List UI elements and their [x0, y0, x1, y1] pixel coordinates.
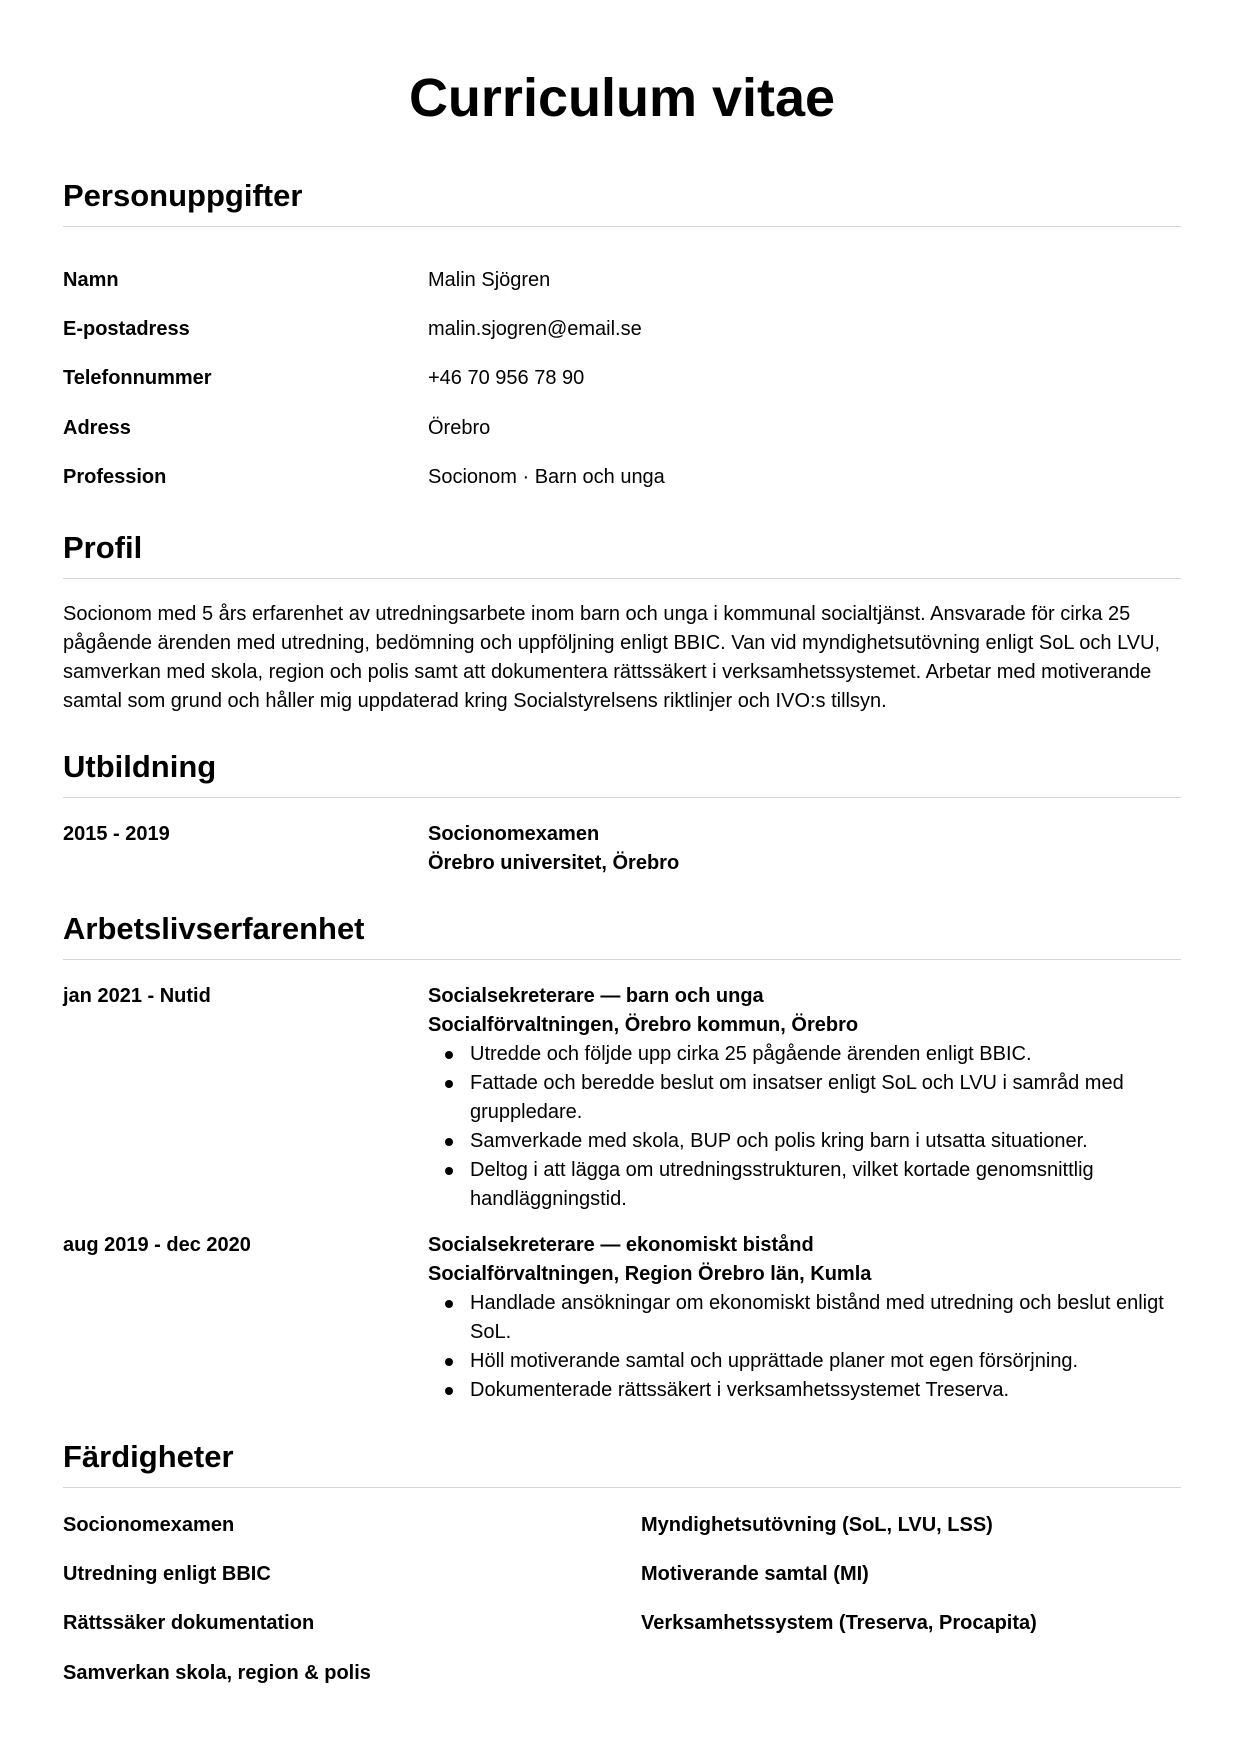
field-value: Socionom · Barn och unga — [428, 466, 665, 488]
section-divider — [63, 959, 1181, 960]
bullet-icon — [445, 1051, 453, 1059]
field-label: Profession — [63, 466, 167, 488]
section-profile — [63, 526, 1181, 579]
bullet-item — [428, 1069, 1181, 1127]
bullet-icon — [445, 1358, 453, 1366]
bullet-text: Höll motiverande samtal och upprättade planer mot egen försörjning. — [470, 1350, 1079, 1372]
section-divider — [63, 226, 1181, 227]
entry-title: Socionomexamen — [428, 823, 600, 845]
section-heading-education: Utbildning — [63, 749, 217, 784]
entry-body — [428, 1231, 1181, 1405]
section-divider — [63, 1487, 1181, 1488]
skill-item: Rättssäker dokumentation — [63, 1612, 315, 1634]
section-heading-skills: Färdigheter — [63, 1439, 234, 1474]
bullet-item — [428, 1156, 1181, 1214]
page-title: Curriculum vitae — [408, 68, 836, 128]
bullet-item — [428, 1289, 1181, 1347]
bullet-text: Handlade ansökningar om ekonomiskt bistånd med utredning och beslut enligt SoL. — [470, 1292, 1164, 1343]
field-value: +46 70 956 78 90 — [428, 367, 585, 389]
skill-item: Utredning enligt BBIC — [63, 1563, 271, 1585]
skill-item: Socionomexamen — [63, 1514, 235, 1536]
entry-place: Socialförvaltningen, Region Örebro län, Kumla — [428, 1263, 872, 1285]
field-label: Namn — [63, 269, 119, 291]
bullet-text: Dokumenterade rättssäkert i verksamhetssystemet Treserva. — [470, 1379, 1010, 1401]
field-value: malin.sjogren@email.se — [428, 318, 642, 340]
bullet-icon — [445, 1080, 453, 1088]
field-value: Malin Sjögren — [428, 269, 551, 291]
entry-title: Socialsekreterare — ekonomiskt bistånd — [428, 1234, 814, 1256]
section-divider — [63, 797, 1181, 798]
entry-place: Örebro universitet, Örebro — [428, 852, 680, 874]
bullet-item — [428, 1376, 1181, 1405]
section-experience — [63, 907, 1181, 960]
section-education — [63, 745, 1181, 798]
bullet-list — [428, 1040, 1181, 1214]
bullet-list — [428, 1289, 1181, 1405]
bullet-icon — [445, 1300, 453, 1308]
bullet-item — [428, 1347, 1181, 1376]
bullet-text: Samverkade med skola, BUP och polis kring barn i utsatta situationer. — [470, 1130, 1088, 1152]
section-personal — [63, 174, 1181, 227]
entry-date: 2015 - 2019 — [63, 823, 170, 845]
entry-body — [428, 820, 1181, 878]
entry-place: Socialförvaltningen, Örebro kommun, Örebro — [428, 1014, 859, 1036]
bullet-text: Deltog i att lägga om utredningsstrukturen, vilket kortade genomsnittlig handläggningstid. — [470, 1159, 1094, 1210]
section-heading-experience: Arbetslivserfarenhet — [63, 911, 365, 946]
skill-item: Myndighetsutövning (SoL, LVU, LSS) — [641, 1514, 993, 1536]
bullet-item — [428, 1127, 1181, 1156]
entry-body — [428, 982, 1181, 1214]
section-skills — [63, 1435, 1181, 1488]
field-value: Örebro — [428, 417, 491, 439]
skill-item: Motiverande samtal (MI) — [641, 1563, 869, 1585]
bullet-text: Utredde och följde upp cirka 25 pågående ärenden enligt BBIC. — [470, 1043, 1032, 1065]
entry-title: Socialsekreterare — barn och unga — [428, 985, 764, 1007]
bullet-icon — [445, 1138, 453, 1146]
section-divider — [63, 578, 1181, 579]
bullet-icon — [445, 1387, 453, 1395]
field-label: E-postadress — [63, 318, 190, 340]
skill-item: Verksamhetssystem (Treserva, Procapita) — [641, 1612, 1037, 1634]
field-label: Telefonnummer — [63, 367, 212, 389]
section-heading-profile: Profil — [63, 530, 143, 565]
bullet-item — [428, 1040, 1181, 1069]
entry-date: aug 2019 - dec 2020 — [63, 1234, 251, 1256]
entry-date: jan 2021 - Nutid — [63, 985, 211, 1007]
profile-text: Socionom med 5 års erfarenhet av utredningsarbete inom barn och unga i kommunal socialtjänst. Ansvarade för cirka 25 pågående ärenden med utredning, bedömning och uppföljning enligt BBIC. Van vid myndighetsutövning enligt SoL och LVU, samverkan med skola, region och polis samt att dokumentera rättssäkert i verksamhetssystemet. Arbetar med motiverande samtal som grund och håller mig uppdaterad kring Socialstyrelsens riktlinjer och IVO:s tillsyn. — [63, 603, 1161, 712]
bullet-text: Fattade och beredde beslut om insatser enligt SoL och LVU i samråd med gruppledare. — [470, 1072, 1124, 1123]
bullet-icon — [445, 1167, 453, 1175]
field-label: Adress — [63, 417, 131, 439]
skill-item: Samverkan skola, region & polis — [63, 1662, 371, 1684]
section-heading-personal: Personuppgifter — [63, 178, 303, 213]
